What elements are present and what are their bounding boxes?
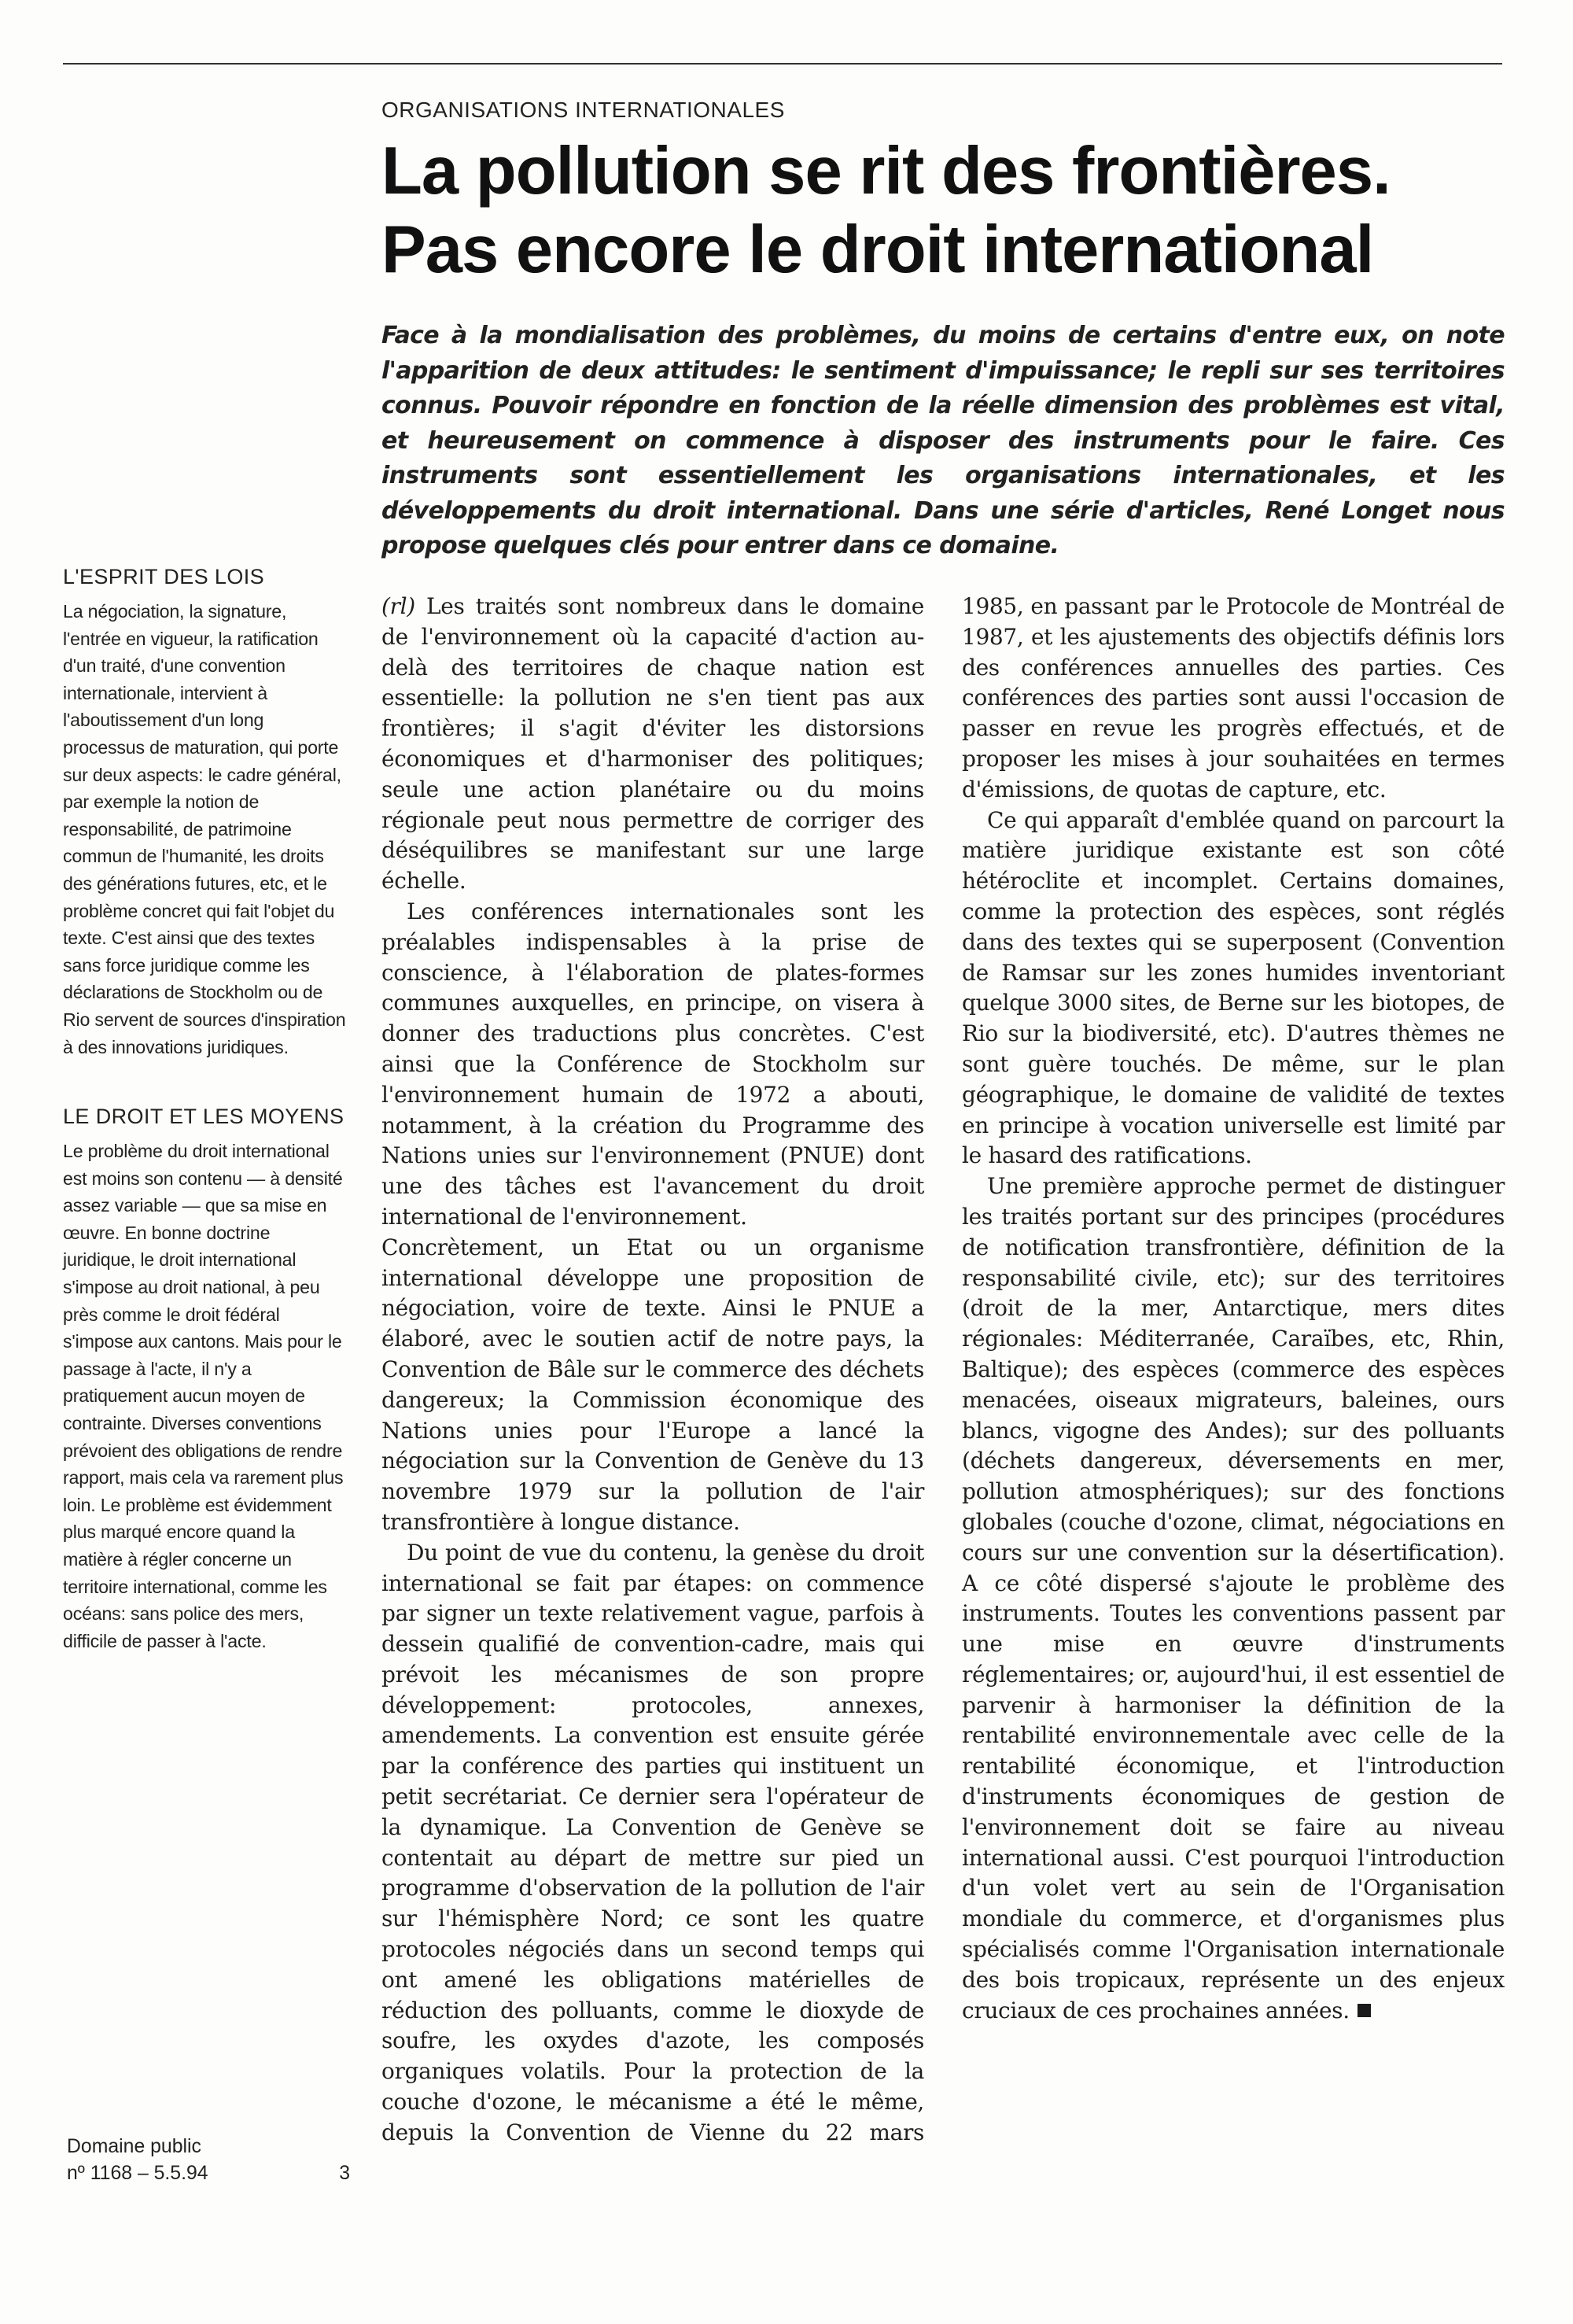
article-paragraph: Concrètement, un Etat ou un organisme international développe une proposition de négociation, voire de texte. Ainsi le PNUE a élaboré, avec le soutien actif de notre pays, la Convention de Bâle sur le commerce des déchets dangereux; la Commission économique des Nations unies pour l'Europe a lancé la négociation sur la Convention de Genève du 13 novembre 1979 sur la pollution de l'air transfrontière à longue distance. <box>381 1234 924 1535</box>
sidebar-text: La négociation, la signature, l'entrée en vigueur, la ratification d'un traité, d'une convention internationale, intervient à l'aboutissement d'un long processus de maturation, qui porte sur deux aspects: le cadre général, par exemple la notion de responsabilité, de patrimoine commun de l'humanité, les droits des générations futures, etc, et le problème concret qui fait l'objet du texte. C'est ainsi que des textes sans force juridique comme les déclarations de Stockholm ou de Rio servent de sources d'inspiration à des innovations juridiques. <box>63 601 346 1057</box>
article-headline <box>381 132 1391 290</box>
sidebar-heading: LE DROIT ET LES MOYENS <box>63 1105 344 1129</box>
article-paragraph: Les conférences internationales sont les préalables indispensables à la prise de conscience, à l'élaboration de plates-formes communes auxquelles, en principe, on visera à donner des traductions plus concrètes. C'est ainsi que la Conférence de Stockholm sur l'environnement humain de 1972 a abouti, notamment, à la création du Programme des Nations unies sur l'environnement (PNUE) dont une des tâches est l'avancement du droit international de l'environnement. <box>381 898 924 1230</box>
article-lead: Face à la mondialisation des problèmes, du moins de certains d'entre eux, on note l'apparition de deux attitudes: le sentiment d'impuissance; le repli sur ses territoires connus. Pouvoir répondre en fonction de la réelle dimension des problèmes est vital, et heureusement on commence à disposer des instruments pour le faire. Ces instruments sont essentiellement les organisations internationales, et les développements du droit international. Dans une série d'articles, René Longet nous propose quelques clés pour entrer dans ce domaine. <box>381 322 1505 559</box>
publication-name: Domaine public <box>67 2136 201 2157</box>
article-paragraph: Une première approche permet de distinguer les traités portant sur des principes (procédures de notification transfrontière, définition de la responsabilité civile, etc); sur des territoires (droit de la mer, Antarctique, mers dites régionales: Méditerranée, Caraïbes, etc, Rhin, Baltique); des espèces (commerce des espèces menacées, oiseaux migrateurs, baleines, ours blancs, vigogne des Andes); sur des polluants (déchets dangereux, déversements en mer, pollution atmosphériques); sur des fonctions globales (couche d'ozone, climat, négociations en cours sur une convention sur la désertification). A ce côté dispersé s'ajoute le problème des instruments. Toutes les conventions passent par une mise en œuvre d'instruments réglementaires; or, aujourd'hui, il est essentiel de parvenir à harmoniser la définition de la rentabilité environnementale avec celle de la rentabilité économique, et l'introduction d'instruments économiques de gestion de l'environnement doit se faire au niveau international aussi. C'est pourquoi l'introduction d'un volet vert au sein de l'Organisation mondiale du commerce, et d'organismes plus spécialisés comme l'Organisation internationale des bois tropicaux, représente un des enjeux cruciaux de ces prochaines années. <box>962 1173 1505 2023</box>
article-paragraph: (rl) Les traités sont nombreux dans le domaine de l'environnement où la capacité d'action au-delà des territoires de chaque nation est essentielle: la pollution ne s'en tient pas aux frontières; il s'agit d'éviter les distorsions économiques et d'harmoniser des politiques; seule une action planétaire ou du moins régionale peut nous permettre de corriger des déséquilibres se manifestant sur une large échelle. <box>381 593 924 895</box>
headline-line-1: La pollution se rit des frontières. <box>381 134 1391 208</box>
sidebar-section-esprit-des-lois <box>63 562 346 1061</box>
article-body <box>381 592 1505 2159</box>
page-footer <box>67 2134 350 2187</box>
end-of-article-mark <box>1357 2004 1371 2017</box>
section-kicker: ORGANISATIONS INTERNATIONALES <box>381 98 785 122</box>
page-number: 3 <box>339 2163 350 2184</box>
article-paragraph: Ce qui apparaît d'emblée quand on parcourt la matière juridique existante est son côté hétéroclite et incomplet. Certains domaines, comme la protection des espèces, sont réglés dans des textes qui se superposent (Convention de Ramsar sur les zones humides inventoriant quelque 3000 sites, de Berne sur les biotopes, de Rio sur la biodiversité, etc). D'autres thèmes ne sont guère touchés. De même, sur le plan géographique, le domaine de validité de textes en principe à vocation universelle est limité par le hasard des ratifications. <box>962 806 1505 1169</box>
sidebar-section-droit-et-moyens <box>63 1101 346 1654</box>
headline-line-2: Pas encore le droit international <box>381 212 1374 287</box>
sidebar-text: Le problème du droit international est moins son contenu — à densité assez variable — que sa mise en œuvre. En bonne doctrine juridique, le droit international s'impose au droit national, à peu près comme le droit fédéral s'impose aux cantons. Mais pour le passage à l'acte, il n'y a pratiquement aucun moyen de contrainte. Diverses conventions prévoient des obligations de rendre rapport, mais cela va rarement plus loin. Le problème est évidemment plus marqué encore quand la matière à régler concerne un territoire international, comme les océans: sans police des mers, difficile de passer à l'acte. <box>63 1141 344 1651</box>
sidebar-heading: L'ESPRIT DES LOIS <box>63 565 265 588</box>
article-paragraph: Du point de vue du contenu, la genèse du droit international se fait par étapes: on commence par signer un texte relativement vague, parfois à dessein qualifié de convention-cadre, mais qui prévoit les mécanismes de son propre développement: protocoles, annexes, amendements. La convention est ensuite gérée par la conférence des parties qui instituent un petit secrétariat. Ce dernier sera l'opérateur de la dynamique. La Convention de Genève se contentait au départ de mettre sur pied un programme d'observation de la pollution de l'air sur l'hémisphère Nord; ce sont les quatre protocoles négociés dans un second temps qui ont amené les obligations matérielles de réduction des polluants, comme le dioxyde de soufre, les oxydes d'azote, les composés organiques volatils. Pour la protection de la couche d'ozone, le mécanisme a été le même, depuis la Convention de Vienne du 22 mars 1985, en passant par le Protocole de Montréal de 1987, et les ajustements des objectifs définis lors des conférences annuelles des parties. Ces conférences des parties sont aussi l'occasion de passer en revue les progrès effectués, et de proposer les mises à jour souhaitées en termes d'émissions, de quotas de capture, etc. <box>381 593 1505 2145</box>
issue-number: nº 1168 – 5.5.94 <box>67 2163 208 2184</box>
sidebar <box>63 562 346 1695</box>
author-initials: (rl) <box>381 593 415 619</box>
top-rule <box>63 63 1502 65</box>
